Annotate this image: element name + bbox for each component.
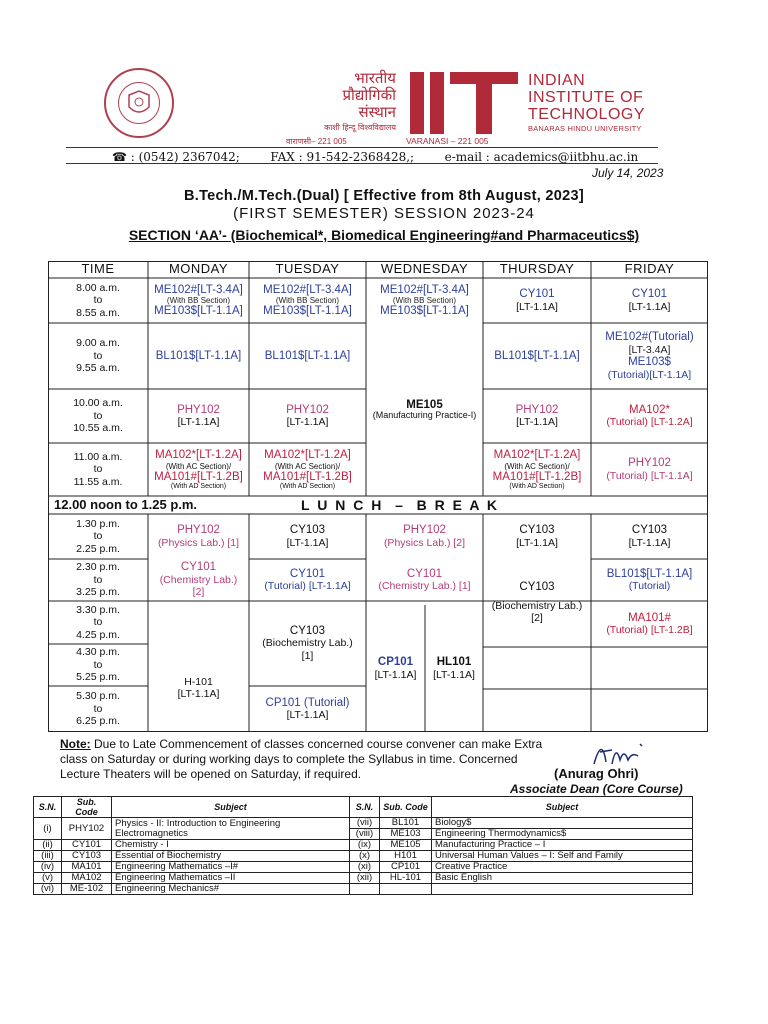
room: (Tutorial) [LT-1.1A] [606,469,693,482]
header-friday: FRIDAY [624,261,675,277]
time-slot-1 [48,278,148,323]
course-code: CY101 [631,288,668,300]
time-to: to [93,702,103,715]
table-cell: ME-102 [62,884,112,895]
course-code: MA101#[LT-1.2B] [263,470,352,483]
section-note: (With BB Section) [166,296,231,305]
lab-group: [1] [301,649,314,662]
institute-line-3: TECHNOLOGY [528,106,646,123]
time-start: 3.30 p.m. [76,603,120,616]
fri-slot-3 [591,389,708,443]
header-wednesday: WEDNESDAY [380,261,469,277]
header-time: TIME [81,261,115,277]
room: [LT-1.1A] [177,688,220,700]
wed-hl101 [425,605,483,732]
time-end: 8.55 a.m. [76,306,120,319]
time-to: to [93,530,103,543]
wed-cp101 [366,605,425,732]
university-label: BANARAS HINDU UNIVERSITY [528,124,642,133]
header-rule-bottom [66,163,658,164]
time-end: 9.55 a.m. [76,362,120,375]
room: [LT-1.1A] [516,416,558,428]
course-code: MA102* [629,403,670,416]
table-cell: (vi) [34,884,62,895]
thu-slot-3 [483,389,591,443]
table-cell: CP101 [380,862,432,873]
room: (Tutorial)[LT-1.1A] [607,368,692,381]
course-code: CY103 [289,524,326,536]
lab-group: [2] [192,586,205,599]
thu-slot-1 [483,278,591,323]
table-cell: (xii) [350,873,380,884]
time-start: 11.00 a.m. [73,450,123,463]
room: [LT-1.1A] [286,709,329,721]
wed-chemistry-lab [366,559,483,601]
thu-slot-2: BL101$[LT-1.1A] [494,349,580,362]
time-start: 5.30 p.m. [76,690,120,703]
table-cell [350,884,380,895]
time-start: 4.30 p.m. [76,646,120,659]
course-code: PHY102 [628,457,671,469]
table-cell: CY101 [62,840,112,851]
course-code: ME102#(Tutorial) [605,331,694,343]
course-code: MA102*[LT-1.2A] [493,449,581,461]
course-code: PHY102 [177,403,220,416]
table-cell: ME105 [380,840,432,851]
time-start: 2.30 p.m. [76,561,120,574]
time-slot-6 [48,559,148,601]
time-to: to [93,463,103,476]
subjects-header-row [34,797,693,818]
time-end: 4.25 p.m. [76,628,120,641]
col-header: Subject [112,797,350,818]
room: [LT-1.1A] [374,668,417,681]
table-cell: Manufacturing Practice – I [432,840,693,851]
program-title: B.Tech./M.Tech.(Dual) [ Effective from 8th August, 2023] [183,188,585,204]
room: [LT-1.1A] [516,536,558,549]
course-code: CY103 [631,524,668,536]
header-monday: MONDAY [168,261,229,277]
lab-label: (Biochemistry Lab.) [491,599,583,612]
table-cell: (ix) [350,840,380,851]
table-cell: (xi) [350,862,380,873]
course-code: CY103 [519,581,555,594]
course-code: BL101$[LT-1.1A] [606,567,693,580]
room: (Tutorial) [LT-1.2A] [606,416,693,428]
fri-slot-4 [591,443,708,496]
table-cell: Engineering Mechanics# [112,884,350,895]
section-note: (With BB Section) [392,296,457,305]
time-end: 6.25 p.m. [76,715,120,728]
course-code: PHY102 [286,403,329,416]
time-start: 9.00 a.m. [76,337,120,350]
course-code: CY101 [519,288,555,300]
lab-group: [2] [531,612,543,625]
lab-label: (Physics Lab.) [2] [383,536,466,549]
time-to: to [93,409,103,422]
header-thursday: THURSDAY [499,261,575,277]
semester-title: (FIRST SEMESTER) SESSION 2023-24 [233,205,535,222]
fri-slot-1 [591,278,708,323]
course-code: CY101 [289,567,326,580]
tue-cp101-tutorial [249,686,366,732]
course-code: ME103$[LT-1.1A] [263,305,352,317]
course-code: ME103$[LT-1.1A] [380,305,469,317]
thu-slot-4 [483,443,591,496]
time-to: to [93,349,103,362]
table-cell: Engineering Thermodynamics$ [432,829,693,840]
table-cell: (x) [350,851,380,862]
course-code: MA102*[LT-1.2A] [264,449,351,461]
tue-slot-6 [249,559,366,601]
lunch-break-label: L U N C H – B R E A K [301,496,499,513]
fri-slot-7 [591,601,708,647]
course-code: ME105 [406,398,443,411]
col-header: Subject [432,797,693,818]
table-cell [380,884,432,895]
course-code: MA102*[LT-1.2A] [155,449,242,461]
signature-mark [590,734,650,768]
mon-chemistry-lab [148,559,249,601]
subjects-table [33,796,693,895]
table-cell: (ii) [34,840,62,851]
hindi-university: काशी हिन्दू विश्वविद्यालय [324,123,396,132]
course-code: H-101 [184,675,213,688]
mon-physics-lab [148,514,249,559]
table-cell: Chemistry - I [112,840,350,851]
time-slot-3 [48,389,148,443]
table-cell: ME103 [380,829,432,840]
table-cell: Universal Human Values – I: Self and Family [432,851,693,862]
time-slot-8 [48,644,148,686]
room: [LT-1.1A] [516,300,558,313]
time-slot-5 [48,514,148,559]
tue-slot-3 [249,389,366,443]
time-end: 11.55 a.m. [73,475,123,488]
section-note: (With AC Section)/ [504,461,570,471]
mon-slot-1 [148,278,249,323]
table-cell: (v) [34,873,62,884]
room: (Tutorial) [LT-1.2B] [606,624,693,636]
lab-label: (Biochemistry Lab.) [262,637,353,650]
hindi-line-3: संस्थान [358,103,396,121]
section-note: (With AC Section)/ [274,461,341,471]
time-slot-4 [48,443,148,496]
section-note: (With AC Section)/ [165,461,232,471]
document-date: July 14, 2023 [592,166,664,180]
col-header: S.N. [34,797,62,818]
tue-slot-2: BL101$[LT-1.1A] [264,349,351,362]
table-cell: H101 [380,851,432,862]
hindi-institute-name [300,70,396,121]
note-text: Due to Late Commencement of classes concerned course convener can make Extra class on Saturday or during working days to complete the Syllabus in time. Concerned Lecture Theaters will be opened on Saturday, if required. [60,737,543,781]
table-cell: Engineering Mathematics –I# [112,862,350,873]
course-code: ME102#[LT-3.4A] [380,283,469,296]
mon-slot-2: BL101$[LT-1.1A] [155,349,242,362]
thu-slot-5 [483,514,591,559]
city-label: VARANASI – 221 005 [406,136,489,146]
col-header: S.N. [350,797,380,818]
course-code: CP101 (Tutorial) [265,696,350,709]
signatory-role: Associate Dean (Core Course) [510,782,683,796]
header-tuesday: TUESDAY [275,261,340,277]
section-title [64,227,704,243]
fri-slot-2 [591,323,708,389]
thu-biochem-lab [483,559,591,647]
course-code: CP101 [377,656,414,668]
hindi-line-1: भारतीय [354,69,396,87]
course-code: MA101#[LT-1.2B] [492,470,582,483]
room: [LT-1.1A] [433,668,475,681]
section-note: (With AD Section) [509,483,565,490]
tue-biochem-lab [249,601,366,686]
course-code: ME103$[LT-1.1A] [154,305,243,317]
note-paragraph [60,737,546,782]
time-to: to [93,294,103,307]
time-slot-9 [48,686,148,732]
course-code: HL101 [436,656,472,668]
time-end: 5.25 p.m. [76,671,120,684]
col-header: Sub. Code [62,797,112,818]
section-title-text: SECTION ‘AA’- (Biochemical*, Biomedical Engineering#and Pharmaceutics$) [128,227,640,243]
table-row [34,873,693,884]
room: (Tutorial) [628,580,671,592]
lab-label: (Chemistry Lab.) [159,573,238,586]
course-code: MA101#[LT-1.2B] [154,470,243,483]
time-end: 2.25 p.m. [76,542,120,555]
course-code: MA101# [628,611,671,624]
fri-slot-6 [591,559,708,601]
wed-slot-1 [366,278,483,323]
table-cell: (vii) [350,818,380,829]
table-cell: Engineering Mathematics –II [112,873,350,884]
course-code: ME102#[LT-3.4A] [263,283,352,296]
lab-label: (Chemistry Lab.) [1] [378,580,471,592]
table-cell: (i) [34,818,62,840]
wed-physics-lab [366,514,483,559]
time-start: 1.30 p.m. [76,517,120,530]
time-slot-7 [48,601,148,644]
note-label: Note: [60,737,91,751]
table-cell: HL-101 [380,873,432,884]
table-cell: MA101 [62,862,112,873]
table-cell: Basic English [432,873,693,884]
wed-me105-block [366,323,483,496]
lab-label: (Physics Lab.) [1] [157,536,240,549]
room: [LT-1.1A] [628,300,671,313]
section-note: (With AD Section) [279,483,336,490]
fri-slot-5 [591,514,708,559]
lunch-time: 12.00 noon to 1.25 p.m. [54,496,198,512]
table-row [34,884,693,895]
course-code: ME103$ [628,356,671,368]
section-note: (With BB Section) [275,296,340,305]
header-rule-top [66,147,658,148]
room: [LT-1.1A] [177,416,220,428]
time-end: 10.55 a.m. [73,422,123,435]
table-cell: Essential of Biochemistry [112,851,350,862]
room: [LT-1.1A] [286,416,329,428]
institute-name [528,72,645,123]
table-cell: CY103 [62,851,112,862]
contact-line: ☎ : (0542) 2367042; FAX : 91-542-2368428,; e-mail : academics@iitbhu.ac.in [112,150,639,164]
time-slot-2 [48,323,148,389]
course-subtitle: (Manufacturing Practice-I) [372,410,477,421]
table-cell [432,884,693,895]
hindi-line-2: प्रौद्योगिकी [342,86,396,104]
institute-line-1: INDIAN [528,72,586,89]
room: [LT-1.1A] [628,536,671,549]
table-row [34,851,693,862]
table-cell: PHY102 [62,818,112,840]
time-end: 3.25 p.m. [76,586,120,599]
table-cell: (viii) [350,829,380,840]
course-code: PHY102 [515,403,559,416]
table-cell: BL101 [380,818,432,829]
course-code: CY101 [180,561,217,574]
mon-h101 [148,644,249,732]
table-cell: (iii) [34,851,62,862]
mon-slot-4 [148,443,249,496]
room: (Tutorial) [LT-1.1A] [264,580,351,592]
seal-emblem-icon [118,82,160,124]
course-code: CY101 [406,567,443,580]
course-code: CY103 [289,624,326,637]
table-cell: Physics - II: Introduction to Engineering Electromagnetics [112,818,350,840]
table-row [34,840,693,851]
table-row [34,862,693,873]
signatory-name: (Anurag Ohri) [554,766,639,781]
course-code: ME102#[LT-3.4A] [154,283,243,296]
course-code: PHY102 [177,524,220,536]
time-start: 8.00 a.m. [76,281,120,294]
table-row [34,818,693,829]
course-code: CY103 [519,524,555,536]
hindi-city: वाराणसी– 221 005 [286,137,347,146]
table-cell: Creative Practice [432,862,693,873]
time-to: to [93,573,103,586]
room: [LT-1.1A] [286,536,329,549]
time-to: to [93,658,103,671]
mon-slot-3 [148,389,249,443]
section-note: (With AD Section) [170,483,227,490]
table-cell: Biology$ [432,818,693,829]
tue-slot-4 [249,443,366,496]
time-start: 10.00 a.m. [73,397,123,410]
institute-line-2: INSTITUTE OF [528,89,644,106]
col-header: Sub. Code [380,797,432,818]
tue-slot-5 [249,514,366,559]
table-cell: (iv) [34,862,62,873]
table-cell: MA102 [62,873,112,884]
time-to: to [93,616,103,629]
tue-slot-1 [249,278,366,323]
course-code: PHY102 [403,524,446,536]
room: [LT-3.4A] [628,343,671,356]
